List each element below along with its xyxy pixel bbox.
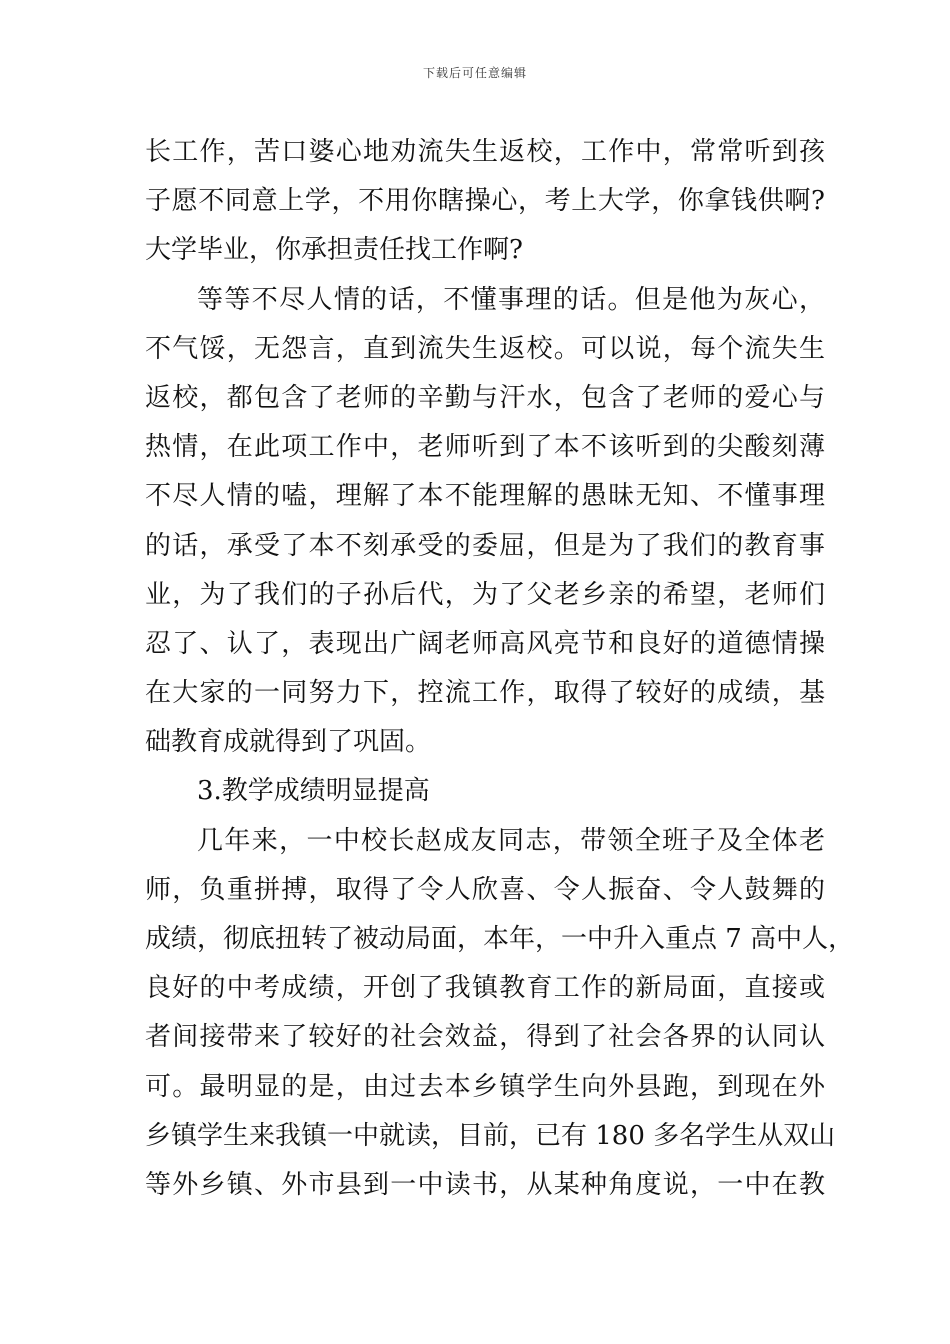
text-line: 良好的中考成绩，开创了我镇教育工作的新局面，直接或 [145, 973, 825, 1004]
text-line: 业，为了我们的子孙后代，为了父老乡亲的希望，老师们 [145, 579, 825, 610]
document-body [145, 128, 855, 1210]
text-line: 长工作，苦口婆心地劝流失生返校，工作中，常常听到孩 [145, 137, 825, 167]
text-line: 可。最明显的是，由过去本乡镇学生向外县跑，到现在外 [145, 1071, 825, 1102]
text-line: 几年来，一中校长赵成友同志，带领全班子及全体老 [197, 825, 825, 856]
text-line: 师，负重拼搏，取得了令人欣喜、令人振奋、令人鼓舞的 [145, 874, 825, 905]
text-line: 热情，在此项工作中，老师听到了本不该听到的尖酸刻薄 [145, 432, 825, 463]
text-line: 等外乡镇、外市县到一中读书，从某种角度说，一中在教 [145, 1169, 825, 1200]
text-line: 者间接带来了较好的社会效益，得到了社会各界的认同认 [145, 1022, 825, 1053]
text-line: 大学毕业，你承担责任找工作啊? [145, 235, 523, 266]
text-line: 成绩，彻底扭转了被动局面，本年，一中升入重点 7 高中人， [145, 924, 855, 954]
text-line: 返校，都包含了老师的辛勤与汗水，包含了老师的爱心与 [145, 382, 825, 413]
text-line: 不尽人情的嗑，理解了本不能理解的愚昧无知、不懂事理 [145, 481, 825, 512]
text-line: 等等不尽人情的话，不懂事理的话。但是他为灰心， [197, 284, 825, 315]
text-line: 的话，承受了本不刻承受的委屈，但是为了我们的教育事 [145, 530, 825, 561]
text-line: 乡镇学生来我镇一中就读，目前，已有 180 多名学生从双山 [145, 1120, 836, 1151]
text-line: 子愿不同意上学，不用你瞎操心，考上大学，你拿钱供啊? [145, 186, 825, 217]
text-line: 不气馁，无怨言，直到流失生返校。可以说，每个流失生 [145, 333, 825, 364]
text-line: 3.教学成绩明显提高 [197, 776, 430, 807]
text-line: 础教育成就得到了巩固。 [145, 727, 432, 758]
page-header: 下载后可任意编辑 [422, 66, 527, 80]
text-line: 忍了、认了，表现出广阔老师高风亮节和良好的道德情操 [145, 628, 825, 659]
text-line: 在大家的一同努力下，控流工作，取得了较好的成绩，基 [145, 678, 825, 709]
